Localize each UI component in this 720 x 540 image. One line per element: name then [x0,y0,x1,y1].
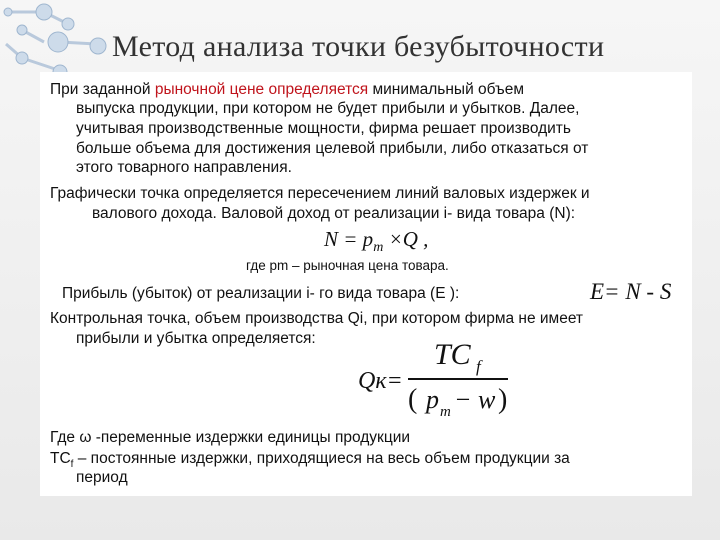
paragraph-1-first-line [50,80,524,100]
paragraph-1-line: больше объема для достижения целевой прибыли, либо отказаться от [76,140,589,157]
paren-open: ( [408,384,418,415]
para1-after: минимальный объем [368,81,524,98]
formula-profit: E= N - S [590,279,672,304]
formula-qk-denominator-rest: − w [454,385,496,414]
paragraph-3-line: прибыли и убытка определяется: [76,330,316,347]
formula-qk-numerator-sub: f [476,357,481,376]
paragraph-1-line: учитывая производственные мощности, фирма решает производить [76,120,571,137]
formula-n-lhs: N = p [324,227,374,251]
formula-control-point [358,334,518,418]
slide-title: Метод анализа точки безубыточности [112,30,605,63]
formula-n-note: где pm – рыночная цена товара. [246,258,449,273]
formula-n-subscript: m [373,240,384,256]
formula-qk-denominator-sub: m [440,404,451,418]
paragraph-4-line-2 [50,449,570,475]
formula-qk-numerator: TC [434,338,471,371]
paragraph-3-line: Контрольная точка, объем производства Qi, при котором фирма не имеет [50,310,584,327]
paragraph-1-line: выпуска продукции, при котором не будет прибыли и убытков. Далее, [76,100,580,117]
paragraph-4-line: период [76,469,128,486]
paragraph-2-line: Графически точка определяется пересечением линий валовых издержек и [50,185,590,202]
profit-text: Прибыль (убыток) от реализации i- го вида товара (E ): [62,285,460,302]
paragraph-4-line: Где ω -переменные издержки единицы продукции [50,429,411,446]
paragraph-2-line: валового дохода. Валовой доход от реализации i- вида товара (N): [92,205,576,222]
paren-close: ) [498,384,508,415]
formula-qk-denominator-p: p [426,385,439,414]
formula-qk-lhs: Qк= [358,368,403,394]
tc-label: TC [50,450,71,467]
tc-description: – постоянные издержки, приходящиеся на весь объем продукции за [73,450,570,467]
formula-n-rhs: ×Q , [383,227,429,251]
paragraph-1-line: этого товарного направления. [76,159,292,176]
para1-before: При заданной [50,81,155,98]
tc-subscript: f [70,459,74,471]
para1-highlight: рыночной цене определяется [154,81,369,98]
